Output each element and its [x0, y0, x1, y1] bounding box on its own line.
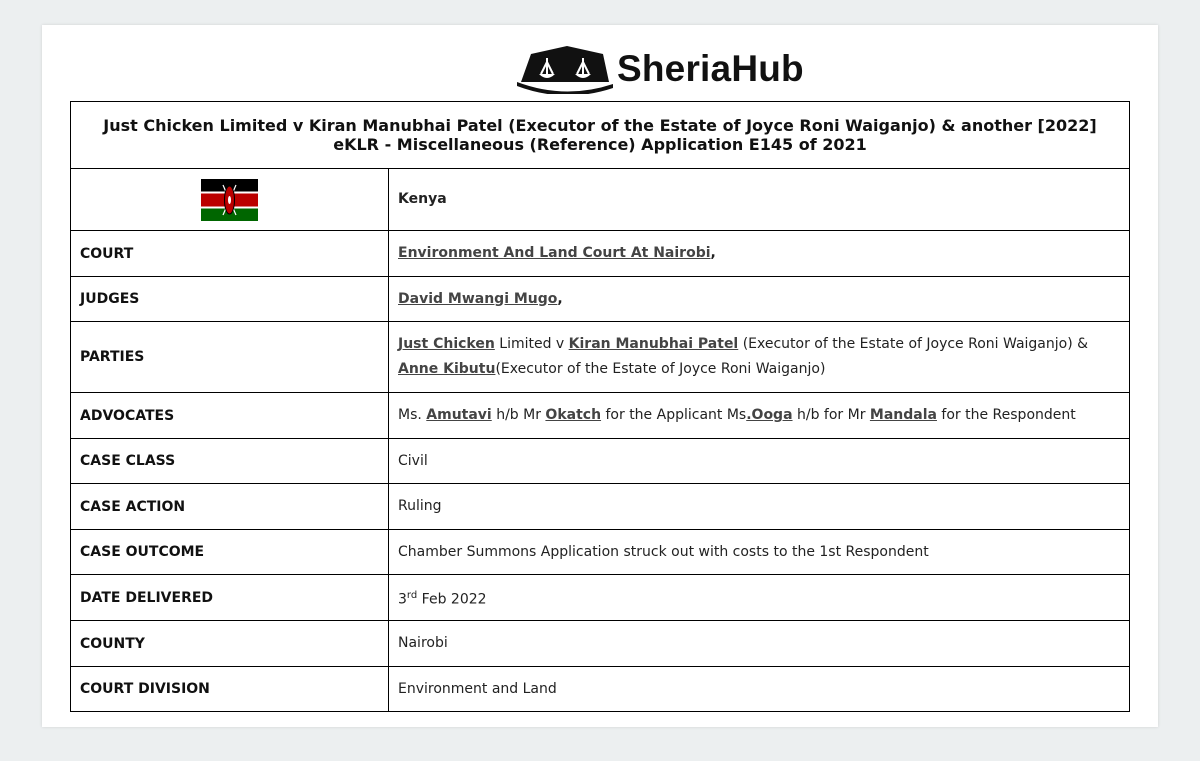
- judges-row: [71, 277, 1130, 322]
- court-link[interactable]: Environment And Land Court At Nairobi: [398, 245, 711, 261]
- case-outcome-value: Chamber Summons Application struck out with costs to the 1st Respondent: [389, 530, 1130, 575]
- party-link-anne-kibutu[interactable]: Anne Kibutu: [398, 361, 496, 377]
- advocates-row: [71, 393, 1130, 439]
- date-day: 3: [398, 591, 407, 608]
- flag-cell: [71, 169, 389, 231]
- date-day-suffix: rd: [406, 589, 418, 601]
- case-outcome-label: CASE OUTCOME: [71, 530, 389, 575]
- date-rest: Feb 2022: [417, 591, 487, 608]
- country-name: Kenya: [389, 169, 1130, 231]
- date-delivered-value: [389, 575, 1130, 621]
- parties-text-2: (Executor of the Estate of Joyce Roni Waiganjo) &: [738, 336, 1089, 352]
- judge-link[interactable]: David Mwangi Mugo: [398, 290, 558, 307]
- scales-logo-icon: [517, 44, 613, 94]
- advocate-link-ooga[interactable]: .Ooga: [746, 407, 793, 423]
- title-row: [71, 102, 1130, 169]
- advocate-link-okatch[interactable]: Okatch: [545, 407, 602, 423]
- judges-label: JUDGES: [71, 277, 389, 322]
- brand-name: SheriaHub: [617, 48, 804, 89]
- advocates-text-5: for the Respondent: [936, 407, 1076, 423]
- party-link-just-chicken[interactable]: Just Chicken: [398, 336, 495, 352]
- date-delivered-label: DATE DELIVERED: [71, 575, 389, 621]
- parties-text-1: Limited v: [494, 336, 569, 352]
- case-title: Just Chicken Limited v Kiran Manubhai Patel (Executor of the Estate of Joyce Roni Waiganjo) & another [2022] eKLR - Miscellaneous (Reference) Application E145 of 2021: [71, 102, 1130, 169]
- date-delivered-row: [71, 575, 1130, 621]
- case-details-table: [70, 101, 1130, 712]
- case-action-label: CASE ACTION: [71, 484, 389, 530]
- advocate-link-mandala[interactable]: Mandala: [869, 407, 937, 423]
- advocates-label: ADVOCATES: [71, 393, 389, 439]
- case-action-value: Ruling: [389, 484, 1130, 530]
- court-value: [389, 231, 1130, 277]
- case-action-row: [71, 484, 1130, 530]
- court-division-row: [71, 667, 1130, 712]
- case-class-value: Civil: [389, 439, 1130, 484]
- country-row: [71, 169, 1130, 231]
- county-row: [71, 621, 1130, 667]
- sheriahub-logo[interactable]: [517, 44, 827, 94]
- advocates-text-1: Ms.: [398, 407, 427, 423]
- advocates-text-3: for the Applicant Ms: [601, 407, 747, 423]
- case-class-row: [71, 439, 1130, 484]
- advocate-link-amutavi[interactable]: Amutavi: [426, 407, 492, 423]
- advocates-text-4: h/b for Mr: [792, 407, 870, 423]
- parties-value: [389, 322, 1130, 393]
- advocates-value: [389, 393, 1130, 439]
- advocates-text-2: h/b Mr: [491, 407, 546, 423]
- county-value: Nairobi: [389, 621, 1130, 667]
- case-class-label: CASE CLASS: [71, 439, 389, 484]
- county-label: COUNTY: [71, 621, 389, 667]
- court-division-label: COURT DIVISION: [71, 667, 389, 712]
- parties-text-3: (Executor of the Estate of Joyce Roni Waiganjo): [495, 361, 826, 377]
- court-suffix: ,: [710, 245, 716, 261]
- judges-suffix: ,: [557, 290, 563, 307]
- parties-label: PARTIES: [71, 322, 389, 393]
- court-division-value: Environment and Land: [389, 667, 1130, 712]
- judges-value: [389, 277, 1130, 322]
- court-row: [71, 231, 1130, 277]
- case-outcome-row: [71, 530, 1130, 575]
- kenya-flag-icon: [201, 179, 258, 221]
- party-link-kiran-patel[interactable]: Kiran Manubhai Patel: [568, 336, 739, 352]
- parties-row: [71, 322, 1130, 393]
- court-label: COURT: [71, 231, 389, 277]
